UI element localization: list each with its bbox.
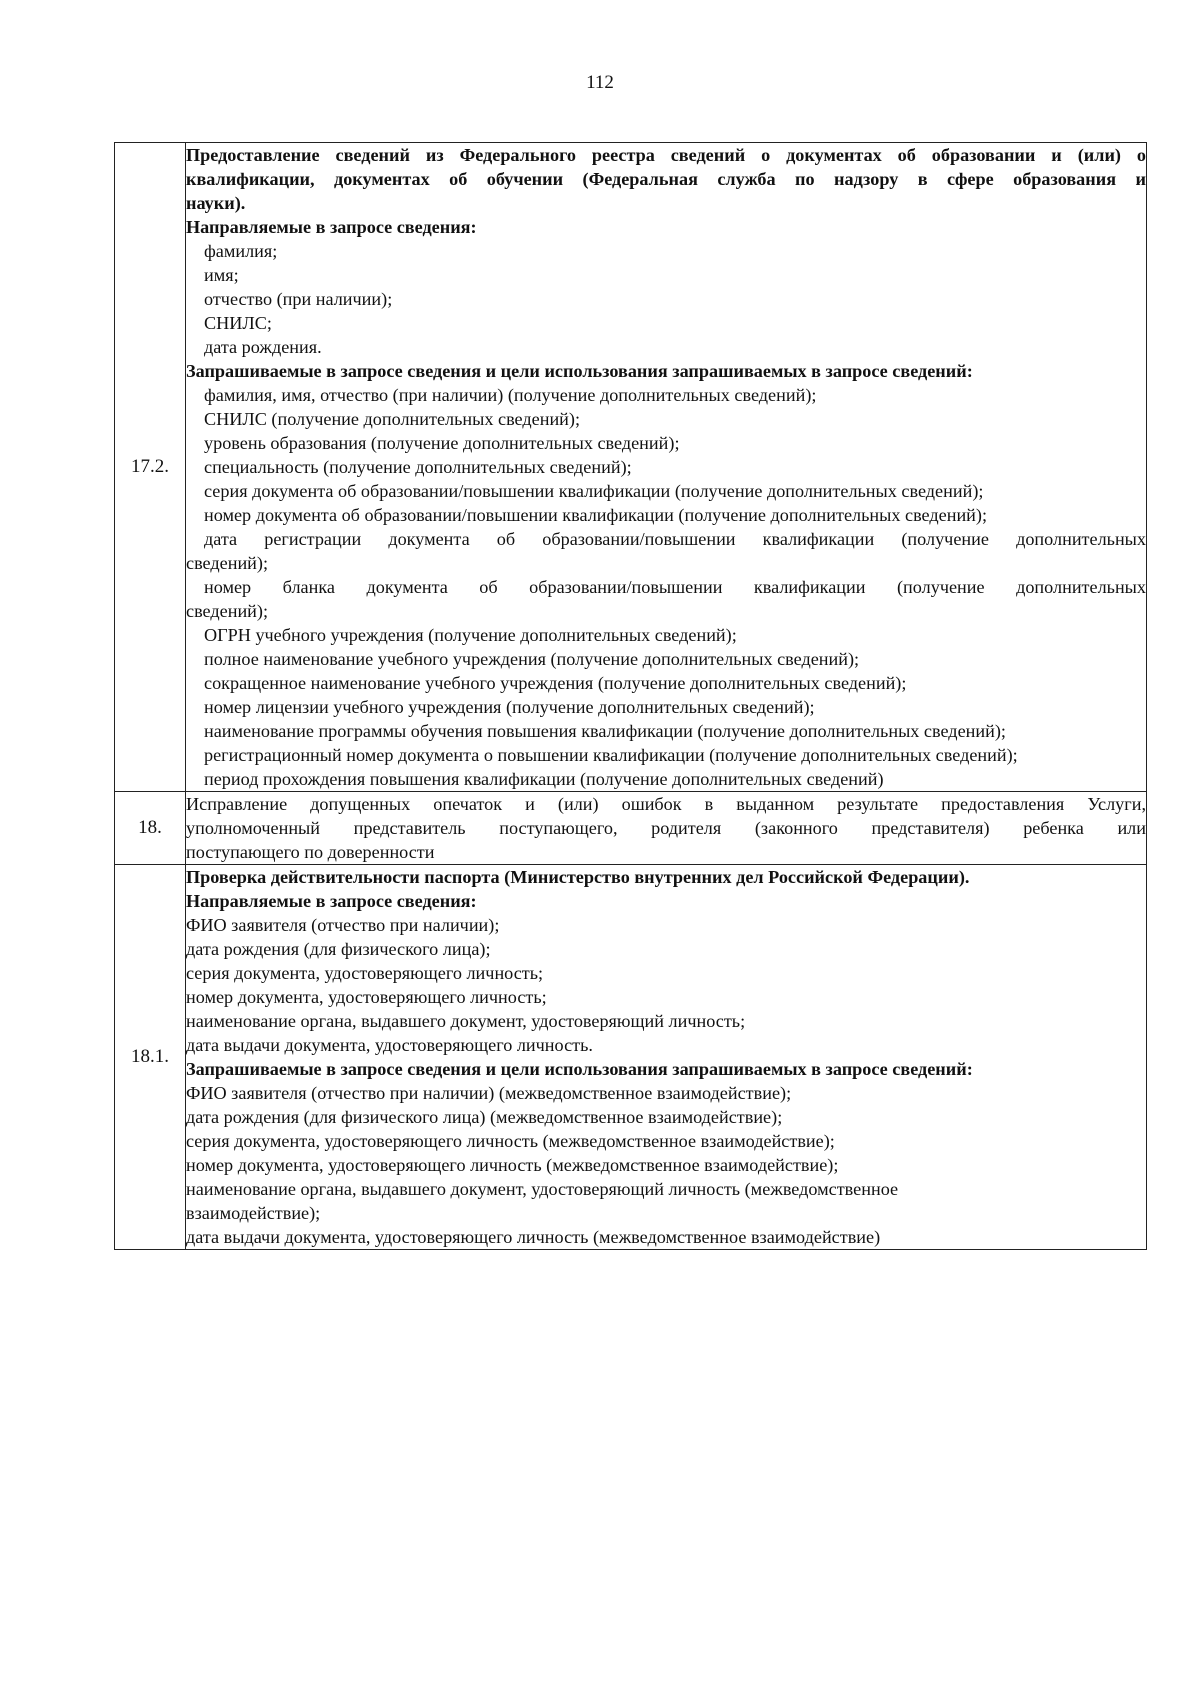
- content-line: ФИО заявителя (отчество при наличии);: [186, 915, 500, 935]
- section-heading: Предоставление сведений из Федерального реестра сведений о документах об образовании и (или) о: [186, 145, 1146, 165]
- section-heading: Направляемые в запросе сведения:: [186, 891, 477, 911]
- table-body: [115, 143, 1147, 1250]
- page-number: 112: [586, 72, 614, 93]
- content-line: сведений);: [186, 553, 269, 573]
- content-line: поступающего по доверенности: [186, 842, 435, 862]
- content-line: полное наименование учебного учреждения (получение дополнительных сведений);: [204, 649, 860, 669]
- content-line: ОГРН учебного учреждения (получение дополнительных сведений);: [204, 625, 737, 645]
- content-line: СНИЛС (получение дополнительных сведений);: [204, 409, 581, 429]
- section-heading: Направляемые в запросе сведения:: [186, 217, 477, 237]
- content-line: ФИО заявителя (отчество при наличии) (межведомственное взаимодействие);: [186, 1083, 792, 1103]
- content-line: номер лицензии учебного учреждения (получение дополнительных сведений);: [204, 697, 815, 717]
- content-line: дата рождения (для физического лица) (межведомственное взаимодействие);: [186, 1107, 783, 1127]
- content-line: номер бланка документа об образовании/повышении квалификации (получение дополнительных: [204, 577, 1146, 597]
- section-heading: науки).: [186, 193, 246, 213]
- content-line: дата рождения (для физического лица);: [186, 939, 491, 959]
- content-line: сведений);: [186, 601, 269, 621]
- row-number: 18.: [115, 792, 186, 865]
- content-line: номер документа, удостоверяющего личность;: [186, 987, 547, 1007]
- row-number: 17.2.: [115, 143, 186, 792]
- content-line: дата выдачи документа, удостоверяющего личность.: [186, 1035, 593, 1055]
- section-heading: Проверка действительности паспорта (Министерство внутренних дел Российской Федерации).: [186, 867, 970, 887]
- section-heading: квалификации, документах об обучении (Федеральная служба по надзору в сфере образования и: [186, 169, 1146, 189]
- content-line: сокращенное наименование учебного учреждения (получение дополнительных сведений);: [204, 673, 907, 693]
- content-line: фамилия, имя, отчество (при наличии) (получение дополнительных сведений);: [204, 385, 817, 405]
- section-heading: Запрашиваемые в запросе сведения и цели использования запрашиваемых в запросе сведений:: [186, 361, 973, 381]
- content-line: фамилия;: [204, 241, 278, 261]
- section-heading: Запрашиваемые в запросе сведения и цели использования запрашиваемых в запросе сведений:: [186, 1059, 973, 1079]
- content-line: наименование программы обучения повышения квалификации (получение дополнительных сведений);: [204, 721, 1006, 741]
- table-row: [115, 792, 1147, 865]
- row-content: [186, 792, 1147, 865]
- content-line: взаимодействие);: [186, 1203, 321, 1223]
- content-line: период прохождения повышения квалификации (получение дополнительных сведений): [204, 769, 884, 789]
- content-line: номер документа об образовании/повышении квалификации (получение дополнительных сведений);: [204, 505, 988, 525]
- content-line: уровень образования (получение дополнительных сведений);: [204, 433, 680, 453]
- content-line: номер документа, удостоверяющего личность (межведомственное взаимодействие);: [186, 1155, 839, 1175]
- content-line: отчество (при наличии);: [204, 289, 393, 309]
- row-content: [186, 865, 1147, 1250]
- content-line: серия документа об образовании/повышении квалификации (получение дополнительных сведений);: [204, 481, 984, 501]
- content-line: Исправление допущенных опечаток и (или) ошибок в выданном результате предоставления Услуги,: [186, 794, 1146, 814]
- content-line: наименование органа, выдавшего документ, удостоверяющий личность (межведомственное: [186, 1179, 899, 1199]
- content-line: дата рождения.: [204, 337, 322, 357]
- content-line: специальность (получение дополнительных сведений);: [204, 457, 632, 477]
- content-line: уполномоченный представитель поступающего, родителя (законного представителя) ребенка или: [186, 818, 1146, 838]
- content-line: наименование органа, выдавшего документ, удостоверяющий личность;: [186, 1011, 746, 1031]
- content-line: дата регистрации документа об образовании/повышении квалификации (получение дополнительных: [204, 529, 1146, 549]
- content-line: имя;: [204, 265, 239, 285]
- row-number: 18.1.: [115, 865, 186, 1250]
- content-line: серия документа, удостоверяющего личность (межведомственное взаимодействие);: [186, 1131, 835, 1151]
- row-content: [186, 143, 1147, 792]
- content-line: серия документа, удостоверяющего личность;: [186, 963, 544, 983]
- content-line: дата выдачи документа, удостоверяющего личность (межведомственное взаимодействие): [186, 1227, 881, 1247]
- content-line: регистрационный номер документа о повышении квалификации (получение дополнительных сведений);: [204, 745, 1018, 765]
- table-row: [115, 865, 1147, 1250]
- table-row: [115, 143, 1147, 792]
- document-table: [114, 142, 1147, 1250]
- content-line: СНИЛС;: [204, 313, 272, 333]
